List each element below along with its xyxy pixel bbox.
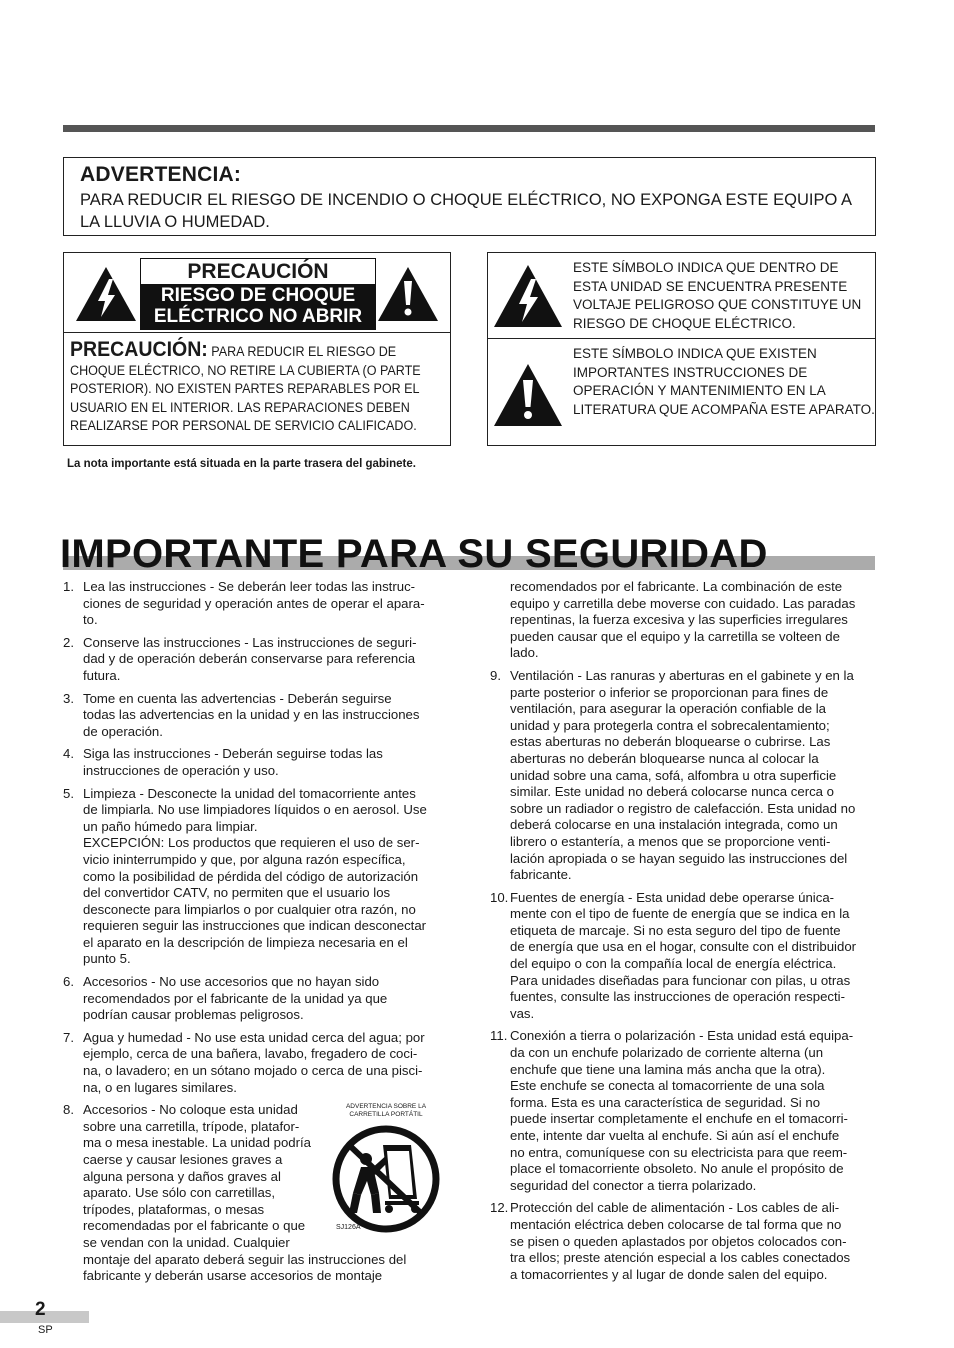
list-item (63, 974, 450, 1024)
warning-text: PARA REDUCIR EL RIESGO DE INCENDIO O CHOQUE ELÉCTRICO, NO EXPONGA ESTE EQUIPO A LA LLUVIA O HUMEDAD. (80, 191, 852, 231)
item-text: Conexión a tierra o polarización - Esta unidad está equipa- da con un enchufe polarizado de corriente alterna (un enchufe que tiene una lamina más ancha que la otra). Este enchufe se conecta al tomacorriente de una sola forma. Esta es una característica de seguridad. Si no puede insertar completamente el enchufe en el tomacorri- ente, intente dar vuelta al enchufe. Si aún así el enchufe no entra, comuníquese con su electricista para que reem- place el tomacorriente obsoleto. No anule el propósito de seguridad del conector a tierra polarizado. (510, 1028, 854, 1193)
important-note: La nota importante está situada en la parte trasera del gabinete. (67, 458, 416, 470)
item-text: Limpieza - Desconecte la unidad del tomacorriente antes de limpiarla. No use limpiadores líquidos o en aerosol. Use un paño húmedo para limpiar. EXCEPCIÓN: Los productos que requieren el uso de ser- vicio ininterrumpido y que, por alguna razón específica, como la posibilidad de pérdida del código de autorización del convertidor CATV, no permiten que el usuario los desconecte para limpiarlos o por cualquier otra razón, no requieren seguir las instrucciones que indican desconectar el aparato en la descripción de limpieza necesaria en el punto 5. (83, 785, 427, 967)
caution-label-row (64, 253, 450, 333)
item-8-continuation-right: recomendados por el fabricante. La combinación de este equipo y carretilla debe moverse con cuidado. Las paradas repentinas, la fuerza excesiva y las superficies irregulares pueden causar que el equipo y la carretilla se volteen de lado. (510, 579, 856, 661)
caution-label-title: PRECAUCIÓN (187, 260, 329, 283)
exclamation-symbol-text: ESTE SÍMBOLO INDICA QUE EXISTEN IMPORTANTES INSTRUCCIONES DE OPERACIÓN Y MANTENIMIENTO EN LA LITERATURA QUE ACOMPAÑA ESTE APARATO. (573, 346, 875, 417)
bolt-symbol-row (488, 253, 875, 339)
cart-caption: ADVERTENCIA SOBRE LA CARRETILLA PORTÁTIL (345, 1103, 427, 1118)
item-text: Siga las instrucciones - Deberán seguirse todas las instrucciones de operación y uso. (83, 746, 383, 778)
lightning-bolt-symbol-icon (492, 263, 564, 329)
item-number: 2. (63, 634, 74, 650)
list-item (63, 635, 450, 685)
item-number: 8. (63, 1102, 74, 1118)
item-text: Protección del cable de alimentación - Los cables de ali- mentación eléctrica deben colocarse de tal forma que no se pisen o queden aplastados por objetos colocados con- tra ellos; preste atención especial a los cables conectados a tomacorrientes y al lugar de donde salen del equipo. (510, 1200, 851, 1282)
bolt-symbol-text: ESTE SÍMBOLO INDICA QUE DENTRO DE ESTA UNIDAD SE ENCUENTRA PRESENTE VOLTAJE PELIGROSO QUE CONSTITUYE UN RIESGO DE CHOQUE ELÉCTRICO. (573, 260, 862, 331)
item-number: 12. (490, 1200, 509, 1216)
caution-text: PARA REDUCIR EL RIESGO DE CHOQUE ELÉCTRICO, NO RETIRE LA CUBIERTA (O PARTE POSTERIOR). NO EXISTEN PARTES REPARABLES POR EL USUARIO EN EL INTERIOR. LAS REPARACIONES DEBEN REALIZARSE POR PERSONAL DE SERVICIO CALIFICADO. (70, 344, 421, 433)
item-text: Fuentes de energía - Esta unidad debe operarse única- mente con el tipo de fuente de energía que se indica en la etiqueta de marcaje. Si no esta seguro del tipo de fuente de energía que usa en el hogar, consulte con el distribuidor del equipo o con la compañía local de energía eléctrica. Para unidades diseñadas para funcionar con pilas, u otras fuentes, consulte las instrucciones de operación respecti- vas. (510, 889, 857, 1021)
caution-label-line1: RIESGO DE CHOQUE (160, 285, 356, 306)
caution-lead: PRECAUCIÓN: (70, 338, 208, 361)
list-item (63, 786, 450, 969)
item-number: 10. (490, 889, 509, 905)
caution-label (140, 258, 376, 330)
exclamation-symbol-icon (492, 362, 564, 428)
item-number: 1. (63, 579, 74, 594)
item-text: Ventilación - Las ranuras y aberturas en el gabinete y en la parte posterior o inferior se proporcionan para fines de ventilación, para asegurar la operación confiable de la unidad y para protegerla contra el sobrecalentamiento; estas aberturas no deberán bloquearse o cubrirse. Las aberturas no deberán bloquearse nunca al colocar la unidad sobre una cama, sofá, alfombra u otra superficie similar. Este unidad no deberá colocarse nunca cerca o sobre un radiador o registro de calefacción. Esta unidad no deberá colocarse en una instalación integrada, como un librero o estantería, a menos que se proporcione venti- lación apropiada o se hayan seguido las instrucciones del fabricante. (510, 667, 856, 883)
section-title: IMPORTANTE PARA SU SEGURIDAD (60, 532, 768, 576)
exclamation-warning-icon (376, 265, 440, 323)
cart-code: SJ126A (336, 1224, 361, 1231)
page-number: 2 (35, 1299, 46, 1320)
item-text: Lea las instrucciones - Se deberán leer todas las instruc- ciones de seguridad y operación antes de operar el apara- to. (83, 579, 425, 628)
warning-box (63, 157, 876, 236)
top-rule (63, 125, 875, 132)
list-item (490, 668, 876, 884)
list-item (63, 579, 450, 629)
item-text: Tome en cuenta las advertencias - Deberán seguirse todas las advertencias en la unidad y en las instrucciones de operación. (83, 690, 420, 739)
item-text: Accesorios - No use accesorios que no hayan sido recomendados por el fabricante de la unidad ya que podrían causar problemas peligrosos. (83, 974, 388, 1023)
item-number: 9. (490, 667, 501, 683)
page-language: SP (38, 1324, 53, 1336)
item-number: 3. (63, 690, 74, 706)
item-number: 11. (490, 1028, 508, 1044)
symbols-box (487, 252, 876, 446)
right-column (490, 579, 876, 1289)
list-item (490, 1028, 876, 1194)
item-8-continuation: montaje del aparato deberá seguir las instrucciones del fabricante y deberán usarse accesorios de montaje (83, 1251, 407, 1284)
list-item (63, 691, 450, 741)
caution-box (63, 252, 451, 446)
item-number: 4. (63, 746, 74, 762)
item-number: 7. (63, 1029, 74, 1045)
item-text: Accesorios - No coloque esta unidad sobre una carretilla, trípode, platafor- ma o mesa inestable. La unidad podría caerse y causar lesiones graves a alguna persona y daños graves al aparato. Use sólo con carretillas, trípodes, plataformas, o mesas recomendadas por el fabricante o que se vendan con la unidad. Cualquier (83, 1102, 311, 1250)
list-item (490, 1200, 876, 1283)
lightning-bolt-warning-icon (74, 265, 138, 323)
list-item (63, 746, 450, 779)
caution-label-line2: ELÉCTRICO NO ABRIR (153, 306, 363, 327)
warning-title: ADVERTENCIA: (80, 163, 242, 186)
list-item (63, 1030, 450, 1096)
cart-tipover-icon (331, 1123, 441, 1233)
cart-warning-figure (331, 1103, 441, 1233)
list-item (490, 890, 876, 1023)
item-text: Conserve las instrucciones - Las instrucciones de seguri- dad y de operación deberán conservarse para referencia futura. (83, 634, 417, 683)
caution-label-risk (141, 284, 375, 329)
item-number: 6. (63, 974, 74, 990)
item-text: Agua y humedad - No use esta unidad cerca del agua; por ejemplo, cerca de una bañera, lavabo, fregadero de coci- na, o lavadero; en un sótano mojado o cerca de una pisci- na, o en lugares similares. (83, 1029, 425, 1095)
caution-text-block (70, 338, 448, 436)
item-number: 5. (63, 785, 74, 801)
exclamation-symbol-row (488, 340, 875, 445)
